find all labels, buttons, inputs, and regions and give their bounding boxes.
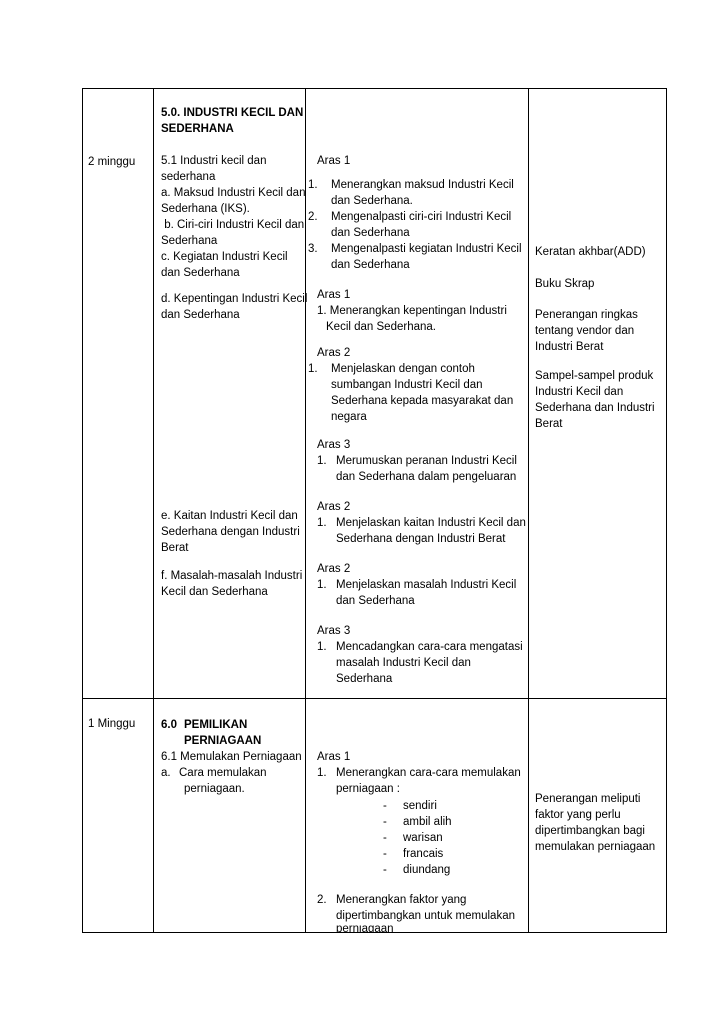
dash-marker: - — [383, 864, 387, 876]
item-a-cont: perniagaan. — [184, 783, 245, 795]
objective-text: Menerangkan faktor yang — [336, 894, 467, 906]
objective-text-cont: Sederhana kepada masyarakat dan — [331, 395, 514, 407]
topic-title-cont: PERNIAGAAN — [184, 735, 262, 747]
duration-text: 1 Minggu — [88, 718, 136, 730]
objective-text: Mengenalpasti kegiatan Industri Kecil — [331, 243, 522, 255]
item-a-marker: a. — [161, 767, 171, 779]
duration-cell — [83, 89, 154, 699]
resource-text: Buku Skrap — [535, 278, 595, 290]
objective-text: Menjelaskan kaitan Industri Kecil dan — [336, 517, 526, 529]
item-e-cont: Sederhana dengan Industri — [161, 526, 300, 538]
level-label: Aras 2 — [317, 501, 351, 513]
option-item: ambil alih — [403, 816, 452, 828]
objective-text-cont: Kecil dan Sederhana. — [326, 321, 436, 333]
item-e-cont2: Berat — [161, 542, 189, 554]
resource-text: Keratan akhbar(ADD) — [535, 246, 646, 258]
option-item: diundang — [403, 864, 451, 876]
item-f: f. Masalah-masalah Industri — [161, 570, 303, 582]
topic-title: PEMILIKAN — [184, 719, 248, 731]
item-a: Cara memulakan — [179, 767, 267, 779]
objective-text: Merumuskan peranan Industri Kecil — [336, 455, 517, 467]
list-number: 2. — [308, 211, 318, 223]
list-number: 3. — [308, 243, 318, 255]
topic-cell — [154, 89, 306, 699]
item-d-cont: dan Sederhana — [161, 309, 240, 321]
resource-text: Penerangan ringkas — [535, 309, 638, 321]
objective-text-cont: dan Sederhana — [336, 595, 415, 607]
resource-text-cont: dipertimbangkan bagi — [535, 825, 645, 837]
resource-cell — [529, 699, 667, 933]
topic-title: 5.0. INDUSTRI KECIL DAN — [161, 107, 304, 119]
objective-text: 1. Menerangkan kepentingan Industri — [317, 305, 507, 317]
list-number: 1. — [317, 455, 327, 467]
level-label: Aras 1 — [317, 289, 351, 301]
topic-cell — [154, 699, 306, 933]
objective-text: Menjelaskan dengan contoh — [331, 363, 475, 375]
objective-cell — [306, 89, 529, 699]
resource-text-cont: tentang vendor dan — [535, 325, 635, 337]
subtopic-5-1: 5.1 Industri kecil dan — [161, 155, 267, 167]
resource-cell — [529, 89, 667, 699]
item-e: e. Kaitan Industri Kecil dan — [161, 510, 298, 522]
dash-marker: - — [383, 832, 387, 844]
item-b-cont: Sederhana — [161, 235, 218, 247]
dash-marker: - — [383, 800, 387, 812]
lesson-plan-table — [82, 88, 667, 933]
duration-cell — [83, 699, 154, 933]
list-number: 1. — [317, 517, 327, 529]
item-d: d. Kepentingan Industri Kecil — [161, 293, 308, 305]
objective-text: Mengenalpasti ciri-ciri Industri Kecil — [331, 211, 512, 223]
subtopic-5-1-cont: sederhana — [161, 171, 216, 183]
item-b: b. Ciri-ciri Industri Kecil dan — [161, 219, 305, 231]
resource-text: Penerangan meliputi — [535, 793, 641, 805]
dash-marker: - — [383, 816, 387, 828]
option-item: sendiri — [403, 800, 437, 812]
subtopic-6-1: 6.1 Memulakan Perniagaan — [161, 751, 302, 763]
list-number: 2. — [317, 894, 327, 906]
level-label: Aras 3 — [317, 439, 351, 451]
level-label: Aras 2 — [317, 347, 351, 359]
list-number: 1. — [317, 641, 327, 653]
objective-text: Menerangkan maksud Industri Kecil — [331, 179, 514, 191]
resource-text-cont: Sederhana dan Industri — [535, 402, 655, 414]
objective-text-cont: dan Sederhana — [331, 259, 410, 271]
objective-text-cont: Sederhana — [336, 673, 393, 685]
topic-title-cont: SEDERHANA — [161, 123, 234, 135]
objective-text-cont: sumbangan Industri Kecil dan — [331, 379, 483, 391]
level-label: Aras 1 — [317, 751, 351, 763]
objective-text: Menjelaskan masalah Industri Kecil — [336, 579, 517, 591]
option-item: warisan — [403, 832, 443, 844]
item-a: a. Maksud Industri Kecil dan — [161, 187, 306, 199]
list-number: 1. — [308, 179, 318, 191]
list-number: 1. — [308, 363, 318, 375]
resource-text-cont: Industri Berat — [535, 341, 604, 353]
objective-text-cont: Sederhana dengan Industri Berat — [336, 533, 506, 545]
objective-text-cont: masalah Industri Kecil dan — [336, 657, 471, 669]
resource-text-cont: Industri Kecil dan — [535, 386, 624, 398]
objective-text-cont: dan Sederhana — [331, 227, 410, 239]
resource-text-cont: faktor yang perlu — [535, 809, 621, 821]
level-label: Aras 1 — [317, 155, 351, 167]
topic-number: 6.0 — [161, 719, 177, 731]
resource-text-cont: memulakan perniagaan — [535, 841, 656, 853]
objective-text-cont: perniagaan — [336, 924, 394, 933]
dash-marker: - — [383, 848, 387, 860]
level-label: Aras 2 — [317, 563, 351, 575]
list-number: 1. — [317, 579, 327, 591]
objective-text: Menerangkan cara-cara memulakan — [336, 767, 521, 779]
objective-text-cont: dipertimbangkan untuk memulakan — [336, 910, 515, 922]
item-f-cont: Kecil dan Sederhana — [161, 586, 268, 598]
objective-text-cont: negara — [331, 411, 367, 423]
table-row-topic-6 — [83, 699, 667, 933]
duration-text: 2 minggu — [88, 156, 136, 168]
objective-cell — [306, 699, 529, 933]
resource-text-cont: Berat — [535, 418, 563, 430]
objective-text-cont: dan Sederhana dalam pengeluaran — [336, 471, 517, 483]
option-item: francais — [403, 848, 444, 860]
objective-text-cont: perniagaan : — [336, 783, 400, 795]
table-row-topic-5 — [83, 89, 667, 699]
objective-text: Mencadangkan cara-cara mengatasi — [336, 641, 523, 653]
item-c-cont: dan Sederhana — [161, 267, 240, 279]
item-a-cont: Sederhana (IKS). — [161, 203, 250, 215]
resource-text: Sampel-sampel produk — [535, 370, 654, 382]
objective-text-cont: dan Sederhana. — [331, 195, 413, 207]
item-c: c. Kegiatan Industri Kecil — [161, 251, 288, 263]
list-number: 1. — [317, 767, 327, 779]
level-label: Aras 3 — [317, 625, 351, 637]
